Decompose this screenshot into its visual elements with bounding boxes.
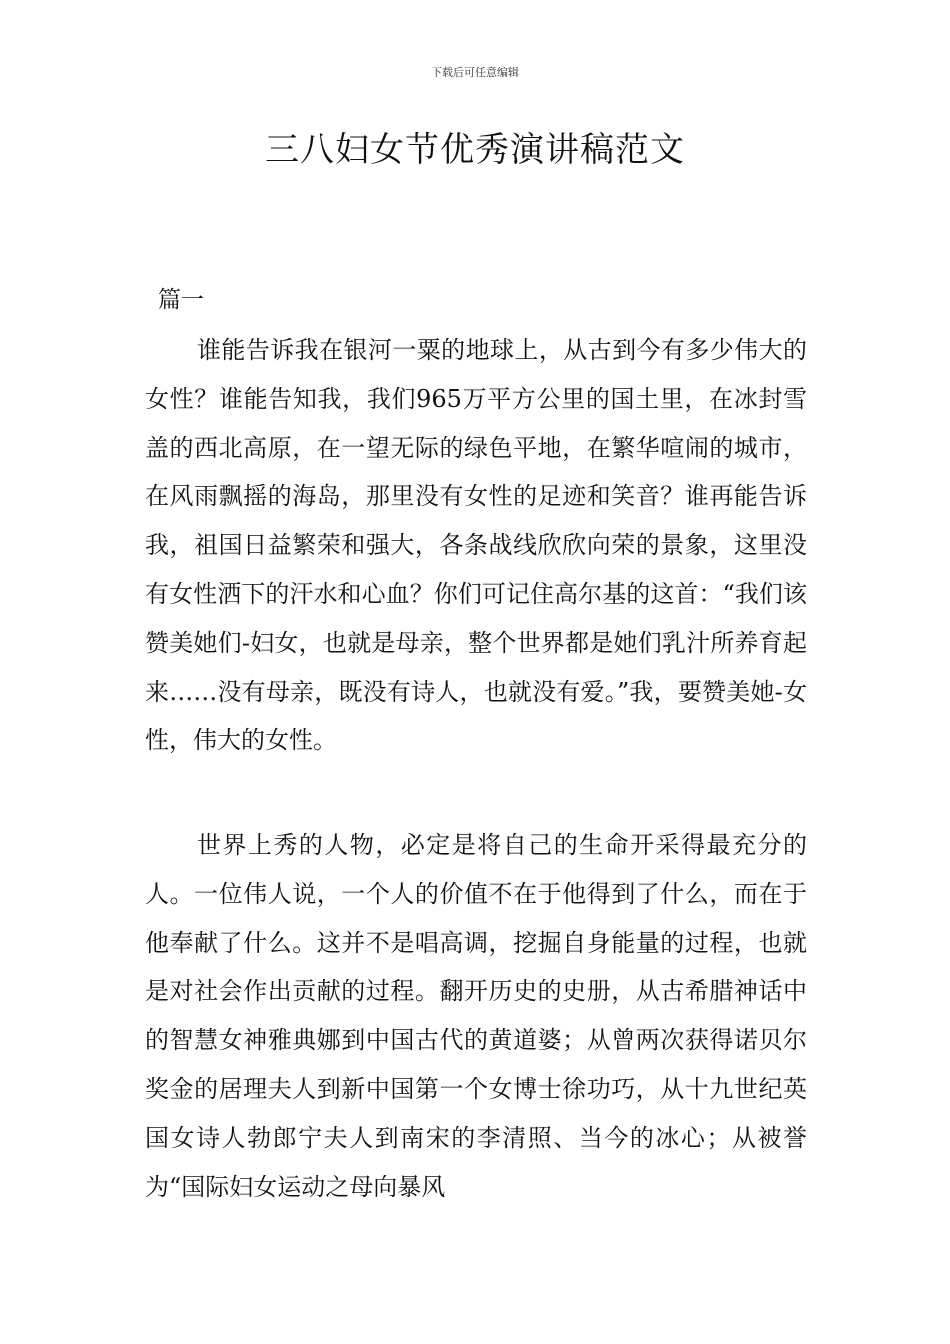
section-label: 篇一 (158, 287, 204, 313)
body-paragraph-2: 世界上秀的人物，必定是将自己的生命开采得最充分的人。一位伟人说，一个人的价值不在于他得到了什么，而在于他奉献了什么。这并不是唱高调，挖掘自身能量的过程，也就是对社会作出贡献的过程。翻开历史的史册，从古希腊神话中的智慧女神雅典娜到中国古代的黄道婆；从曾两次获得诺贝尔奖金的居理夫人到新中国第一个女博士徐功巧，从十九世纪英国女诗人勃郎宁夫人到南宋的李清照、当今的冰心；从被誉为“国际妇女运动之母向暴风 (145, 831, 807, 1201)
document-title: 三八妇女节优秀演讲稿范文 (265, 130, 685, 170)
header-note: 下载后可任意编辑 (431, 66, 519, 79)
body-paragraph-1: 谁能告诉我在银河一粟的地球上，从古到今有多少伟大的女性？谁能告知我，我们965万平方公里的国土里，在冰封雪盖的西北高原，在一望无际的绿色平地，在繁华喧闹的城市，在风雨飘摇的海岛，那里没有女性的足迹和笑音？谁再能告诉我，祖国日益繁荣和强大，各条战线欣欣向荣的景象，这里没有女性洒下的汗水和心血？你们可记住高尔基的这首：“我们该赞美她们-妇女，也就是母亲，整个世界都是她们乳汁所养育起来……没有母亲，既没有诗人，也就没有爱。”我，要赞美她-女性，伟大的女性。 (145, 336, 807, 755)
